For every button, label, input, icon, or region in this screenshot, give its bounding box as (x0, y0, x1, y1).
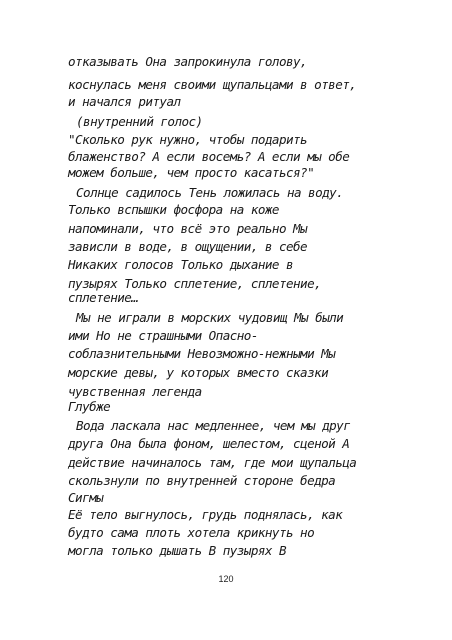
text-line: могла только дышать В пузырях В (68, 543, 286, 558)
text-line: "Сколько рук нужно, чтобы подарить (68, 132, 308, 147)
text-line: ими Но не страшными Опасно- (68, 328, 258, 343)
text-line: можем больше, чем просто касаться?" (68, 165, 315, 180)
text-line: (внутренний голос) (76, 114, 203, 129)
text-line: чувственная легенда (68, 384, 202, 399)
text-line: зависли в воде, в ощущении, в себе (68, 239, 308, 254)
text-line: сплетение… (68, 290, 139, 305)
text-line: блаженство? А если восемь? А если мы обе (68, 149, 350, 164)
text-line: скользнули по внутренней стороне бедра (68, 473, 336, 488)
text-line: Только вспышки фосфора на коже (68, 202, 279, 217)
text-line: Мы не играли в морских чудовищ Мы были (76, 310, 344, 325)
text-line: пузырях Только сплетение, сплетение, (68, 276, 322, 291)
text-line: Солнце садилось Тень ложилась на воду. (76, 185, 344, 200)
text-line: будто сама плоть хотела крикнуть но (68, 525, 315, 540)
text-line: Вода ласкала нас медленнее, чем мы друг (76, 418, 351, 433)
text-line: Сигмы (68, 490, 104, 505)
text-line: соблазнительными Невозможно-нежными Мы (68, 346, 336, 361)
text-line: и начался ритуал (68, 94, 181, 109)
text-line: Её тело выгнулось, грудь поднялась, как (68, 507, 343, 522)
text-line: морские девы, у которых вместо сказки (68, 365, 329, 380)
page-number: 120 (218, 574, 234, 584)
text-line: коснулась меня своими щупальцами в ответ, (68, 77, 357, 92)
text-line: Никаких голосов Только дыхание в (68, 257, 294, 272)
text-line: Глубже (68, 399, 111, 414)
text-line: действие начиналось там, где мои щупальца (68, 455, 357, 470)
text-line: друга Она была фоном, шелестом, сценой А (68, 436, 350, 451)
text-line: отказывать Она запрокинула голову, (68, 54, 308, 69)
text-line: напоминали, что всё это реально Мы (68, 221, 308, 236)
